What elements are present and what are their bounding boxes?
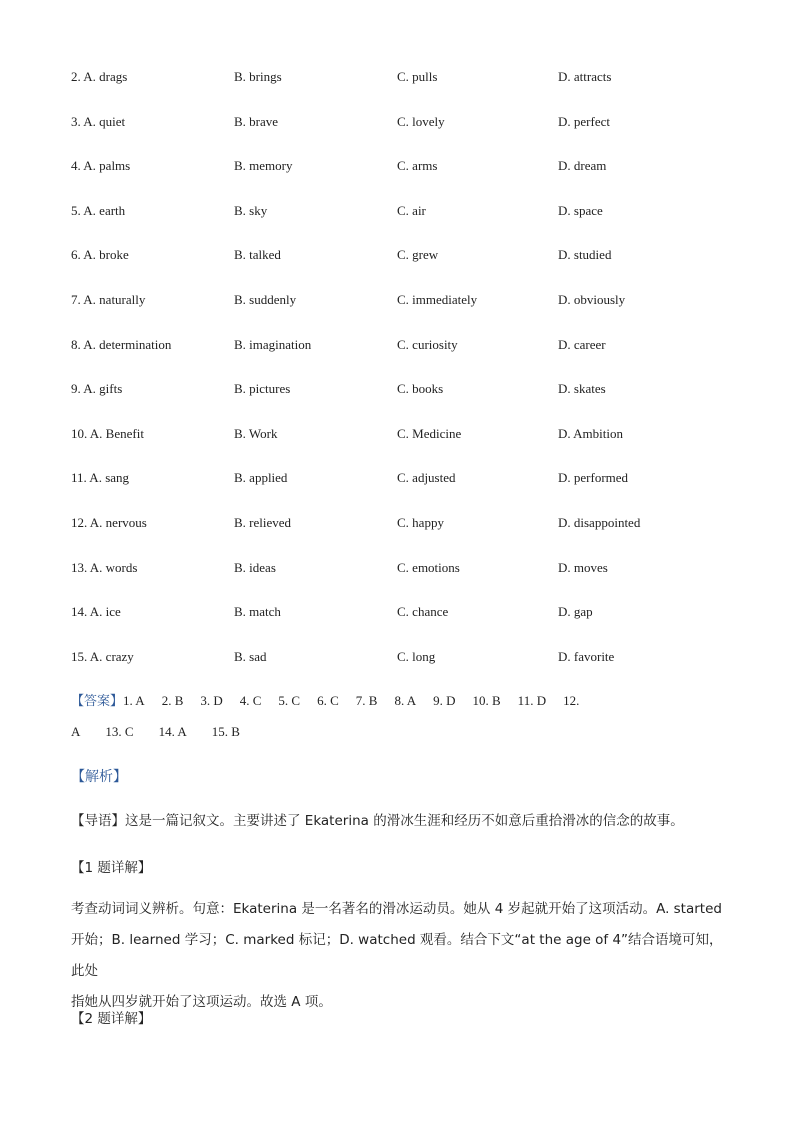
option-c: C. long [397,648,436,664]
option-a: 5. A. earth [71,202,126,218]
option-a: 12. A. nervous [71,515,147,530]
question-row [71,602,731,622]
option-b: B. ideas [234,559,276,575]
option-d: D. space [558,202,603,218]
option-b: B. imagination [234,336,312,352]
option-a: 6. A. broke [71,247,129,263]
option-b: B. pictures [234,381,291,397]
guide-text: 这是一篇记叙文。主要讲述了 Ekaterina 的滑冰生涯和经历不如意后重拾滑冰的信念的故事。 [125,813,684,829]
option-c: C. books [397,381,444,397]
option-b: B. match [234,604,281,620]
option-c: C. emotions [397,559,460,575]
question-row [71,112,731,132]
option-b: B. brings [234,69,282,84]
option-b: B. memory [234,158,293,174]
option-a: 8. A. determination [71,336,172,352]
question-row [71,245,731,265]
question-row [71,513,731,533]
option-d: D. career [558,336,606,352]
option-a: 7. A. naturally [71,292,146,307]
option-c: C. arms [397,158,438,174]
option-d: D. Ambition [558,425,624,441]
option-d: D. attracts [558,69,612,84]
option-d: D. studied [558,247,612,263]
option-d: D. gap [558,604,593,620]
question-row [71,290,731,310]
question-row [71,424,731,444]
option-c: C. air [397,202,426,218]
question-row [71,335,731,355]
answer-item: 12. [563,693,580,708]
option-b: B. sky [234,202,268,218]
answer-block [71,685,725,747]
option-c: C. pulls [397,69,438,84]
option-c: C. happy [397,515,444,530]
answer-item: A [71,724,81,739]
option-d: D. skates [558,381,606,397]
option-b: B. brave [234,113,279,129]
option-d: D. favorite [558,648,615,664]
option-b: B. applied [234,470,288,486]
q1-explanation-line-2: 开始；B. learned 学习；C. marked 标记；D. watched 观看。结合下文“at the age of 4”结合语境可知，此处 [71,932,723,979]
question-row [71,201,731,221]
option-a: 2. A. drags [71,69,128,84]
option-a: 4. A. palms [71,158,131,174]
answer-item: 1. A [123,693,145,708]
option-a: 15. A. crazy [71,648,134,664]
answer-item: 7. B [355,693,378,708]
answer-item: 15. B [211,724,240,739]
option-d: D. dream [558,158,607,174]
answer-item: 6. C [317,693,339,708]
question-row [71,67,731,87]
option-a: 10. A. Benefit [71,425,144,441]
answer-item: 8. A [394,693,417,708]
q1-heading: 【1 题详解】 [71,860,152,876]
question-row [71,647,731,667]
question-row [71,558,731,578]
answer-label: 【答案】 [71,693,124,708]
option-b: B. sad [234,648,267,664]
guide-label: 【导语】 [71,813,125,829]
option-c: C. Medicine [397,425,462,441]
answer-item: 4. C [239,693,262,708]
option-a: 14. A. ice [71,604,121,620]
answer-item: 3. D [200,693,223,708]
option-d: D. performed [558,470,629,486]
option-b: B. relieved [234,515,292,530]
q1-explanation-line-1: 考查动词词义辨析。句意：Ekaterina 是一名著名的滑冰运动员。她从 4 岁起就开始了这项活动。A. started [71,901,722,917]
answer-items [123,693,579,708]
option-c: C. lovely [397,113,445,129]
guide-paragraph [71,806,723,837]
option-d: D. obviously [558,292,626,307]
answer-items-continued [71,724,265,739]
analysis-label: 【解析】 [71,769,127,785]
option-c: C. chance [397,604,449,620]
option-d: D. disappointed [558,515,641,530]
answer-item: 5. C [278,693,301,708]
answer-item: 13. C [105,724,134,739]
q1-explanation-line-3: 指她从四岁就开始了这项运动。故选 A 项。 [71,994,332,1010]
option-d: D. perfect [558,113,610,129]
question-row [71,468,731,488]
question-row [71,379,731,399]
option-a: 9. A. gifts [71,381,123,397]
answer-item: 9. D [433,693,456,708]
option-a: 3. A. quiet [71,113,126,129]
option-c: C. immediately [397,292,478,307]
option-b: B. talked [234,247,281,263]
option-d: D. moves [558,559,608,575]
option-a: 11. A. sang [71,470,130,486]
answer-item: 14. A [158,724,187,739]
option-c: C. curiosity [397,336,458,352]
option-c: C. grew [397,247,439,263]
answer-item: 10. B [472,693,501,708]
question-row [71,156,731,176]
q2-heading: 【2 题详解】 [71,1011,152,1027]
option-b: B. Work [234,425,278,441]
q1-explanation [71,894,723,1018]
answer-item: 11. D [517,693,547,708]
option-b: B. suddenly [234,292,297,307]
option-c: C. adjusted [397,470,456,486]
option-a: 13. A. words [71,559,138,575]
answer-item: 2. B [161,693,184,708]
